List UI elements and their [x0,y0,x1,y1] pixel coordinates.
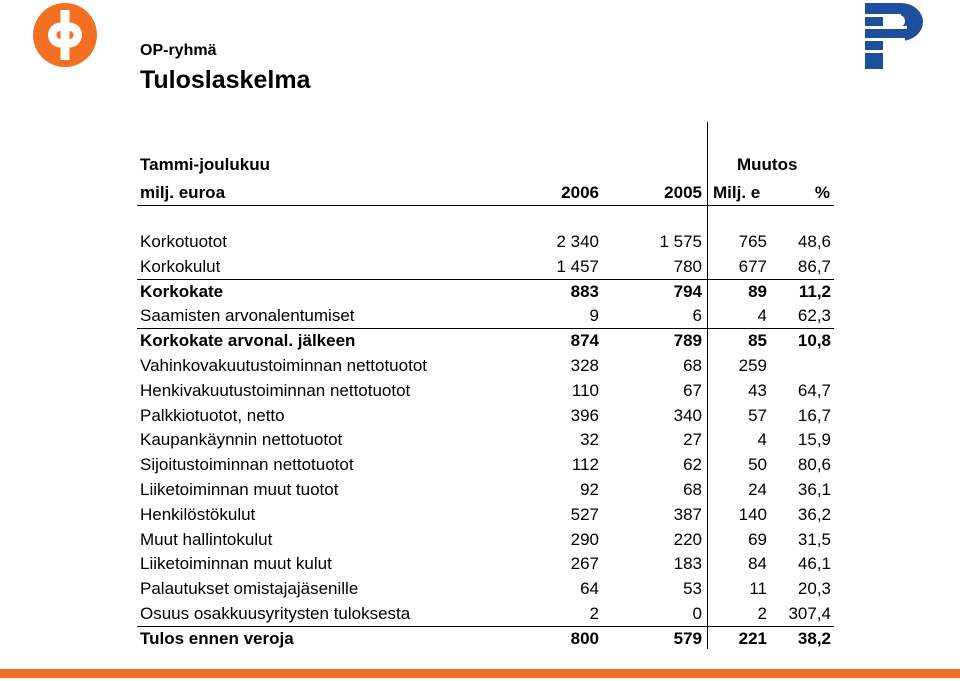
value-2005: 68 [683,355,702,375]
footer-bar [0,669,960,678]
row-label: Henkilöstökulut [140,504,256,524]
change-meur: 69 [748,529,767,549]
value-2005: 1 575 [659,232,702,251]
row-label: Henkivakuutustoiminnan nettotuotot [140,380,411,400]
column-header-2006: 2006 [561,183,599,202]
period-label: Tammi-joulukuu [140,155,271,174]
value-2006: 396 [570,405,599,425]
table-row [137,379,834,404]
value-2005: 53 [683,579,702,599]
change-pct: 46,1 [797,554,831,574]
change-pct: 36,1 [797,479,831,499]
value-2006: 92 [580,479,599,499]
change-pct: 11,2 [798,281,831,301]
row-label: Osuus osakkuusyritysten tuloksesta [140,603,411,623]
value-2005: 67 [683,380,702,400]
change-meur: 4 [757,430,767,450]
row-label: Saamisten arvonalentumiset [140,306,355,326]
change-pct: 48,6 [797,232,831,251]
value-2005: 0 [692,603,702,623]
column-header-2005: 2005 [664,183,702,202]
change-pct: 38,2 [797,628,831,648]
change-pct: 62,3 [797,306,831,326]
value-2005: 27 [683,430,702,450]
value-2006: 527 [570,504,599,524]
header-divider [137,205,834,206]
row-label: Muut hallintokulut [140,529,273,549]
change-pct: 307,4 [788,603,831,623]
value-2006: 112 [571,455,599,475]
change-pct: 64,7 [797,380,831,400]
row-label: Vahinkovakuutustoiminnan nettotuotot [140,355,427,375]
change-meur: 89 [748,281,767,301]
row-label: Korkotuotot [140,232,227,251]
change-meur: 57 [748,405,767,425]
row-label: Liiketoiminnan muut kulut [140,554,332,574]
row-label: Palkkiotuotot, netto [140,405,285,425]
change-meur: 50 [748,455,767,475]
change-meur: 677 [738,256,767,276]
row-label: Liiketoiminnan muut tuotot [140,479,339,499]
change-pct: 31,5 [797,529,831,549]
value-2006: 800 [570,628,599,648]
row-label: Palautukset omistajajäsenille [140,579,359,599]
value-2005: 579 [673,628,702,648]
table-row [137,528,834,553]
table-row [137,503,834,528]
change-meur: 11 [749,579,767,599]
change-pct: 36,2 [797,504,831,524]
change-pct: 86,7 [797,256,831,276]
income-statement-table [137,230,834,652]
pohjola-logo-icon [863,1,925,69]
value-2005: 794 [673,281,702,301]
row-label: Sijoitustoiminnan nettotuotot [140,455,354,475]
value-2005: 387 [673,504,702,524]
table-row [137,627,834,652]
row-label: Kaupankäynnin nettotuotot [140,430,343,450]
value-2006: 328 [570,355,599,375]
value-2005: 62 [683,455,702,475]
value-2005: 340 [673,405,702,425]
value-2005: 68 [683,479,702,499]
change-meur: 259 [738,355,767,375]
value-2005: 220 [673,529,702,549]
row-label: Korkokulut [140,256,221,276]
table-row [137,280,834,305]
value-2005: 183 [673,554,702,574]
change-meur: 221 [738,628,767,648]
change-pct: 15,9 [797,430,831,450]
row-label: Korkokate [140,281,224,301]
op-logo-icon [33,3,97,67]
table-row [137,354,834,379]
value-2006: 267 [570,554,599,574]
change-meur: 85 [748,331,767,351]
change-meur: 2 [757,603,767,623]
page-title: Tuloslaskelma [140,66,311,94]
table-row [137,404,834,429]
value-2005: 789 [673,331,702,351]
group-label: OP-ryhmä [140,42,217,59]
table-row [137,255,834,280]
change-group-header: Muutos [737,155,798,174]
change-pct: 20,3 [797,579,831,599]
change-pct: 80,6 [797,455,831,475]
value-2006: 2 340 [556,232,599,251]
value-2006: 2 [589,603,599,623]
table-row [137,428,834,453]
change-meur: 24 [748,479,767,499]
value-2006: 290 [570,529,599,549]
change-pct: 10,8 [797,331,831,351]
row-label: Tulos ennen veroja [140,628,294,648]
table-row [137,552,834,577]
table-row [137,304,834,329]
value-2006: 110 [571,380,599,400]
change-meur: 43 [748,380,767,400]
table-row [137,453,834,478]
column-header-change-meur: Milj. e [713,183,761,202]
row-label: Korkokate arvonal. jälkeen [140,331,356,351]
value-2006: 883 [570,281,599,301]
value-2005: 6 [692,306,702,326]
table-row [137,329,834,354]
table-row [137,478,834,503]
value-2006: 64 [580,579,599,599]
value-2006: 9 [589,306,599,326]
change-meur: 140 [738,504,767,524]
column-header-change-pct: % [814,183,830,202]
table-row [137,230,834,255]
value-2006: 32 [580,430,599,450]
change-meur: 765 [738,232,767,251]
value-2005: 780 [673,256,702,276]
table-row [137,602,834,627]
table-row [137,577,834,602]
value-2006: 874 [570,331,599,351]
change-meur: 4 [757,306,767,326]
units-label: milj. euroa [140,183,226,202]
change-meur: 84 [748,554,767,574]
value-2006: 1 457 [556,256,599,276]
change-pct: 16,7 [797,405,831,425]
